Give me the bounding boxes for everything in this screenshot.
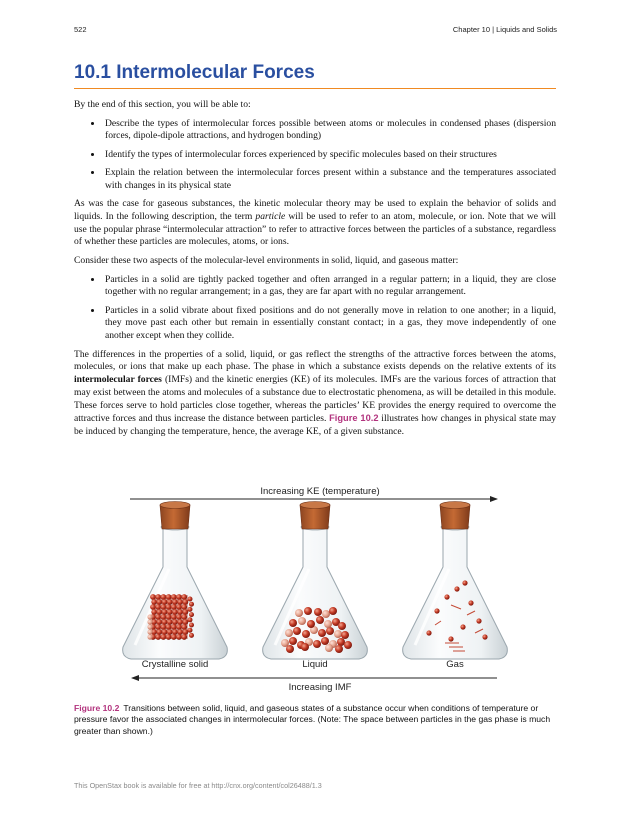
particle xyxy=(181,634,187,640)
particle xyxy=(337,638,345,646)
particle xyxy=(151,599,157,605)
particle xyxy=(293,627,301,635)
particle xyxy=(444,594,449,599)
particle xyxy=(157,619,163,625)
particle xyxy=(176,604,182,610)
particle xyxy=(167,609,173,615)
paragraph-imf xyxy=(74,349,556,439)
title-rule xyxy=(74,88,556,89)
particle xyxy=(177,629,183,635)
aspect-item: • Particles in a solid are tightly packed together and often arranged in a regular pattern; in a liquid, they are close together with no regular arrangement; in a gas, they are far apart with no regular arrangement. xyxy=(103,274,556,299)
particle xyxy=(155,604,161,610)
particle xyxy=(298,617,306,625)
particle xyxy=(326,627,334,635)
particle xyxy=(448,636,453,641)
particle xyxy=(183,629,189,635)
particle xyxy=(151,609,157,615)
particle xyxy=(188,628,193,633)
text-run: will be used to refer to an atom, molecule, or ion. Note that we will use the popular phrase “intermolecular attraction” to refer to attractive forces between the particles of a substance, regardless of whether these particles are molecules, atoms, or ions. xyxy=(74,210,557,248)
particle xyxy=(188,607,193,612)
caption-number: Figure 10.2 xyxy=(74,703,120,713)
particle xyxy=(318,629,326,637)
particle xyxy=(155,594,161,600)
particle xyxy=(189,612,194,617)
particle xyxy=(150,604,156,610)
particle xyxy=(147,614,152,619)
particle xyxy=(295,609,303,617)
chapter-header: Chapter 10 | Liquids and Solids xyxy=(452,25,557,34)
particle xyxy=(157,609,163,615)
particle xyxy=(147,619,152,624)
particle xyxy=(181,624,187,630)
particle xyxy=(314,608,322,616)
particle xyxy=(476,618,481,623)
particle xyxy=(162,619,168,625)
particle xyxy=(176,624,182,630)
particle xyxy=(307,620,315,628)
particle xyxy=(301,643,309,651)
paragraph-kinetic-theory xyxy=(74,198,556,249)
particle xyxy=(147,624,152,629)
particle xyxy=(454,586,459,591)
particle xyxy=(167,599,173,605)
particle xyxy=(335,645,343,653)
particle xyxy=(289,637,297,645)
particle xyxy=(316,616,324,624)
particle xyxy=(189,633,194,638)
particle xyxy=(188,597,193,602)
particle xyxy=(176,594,182,600)
particle xyxy=(302,630,310,638)
particle xyxy=(167,629,173,635)
particle xyxy=(172,609,178,615)
particle xyxy=(181,594,187,600)
label-gas: Gas xyxy=(446,659,464,670)
objective-item: • Describe the types of intermolecular forces possible between atoms or molecules in condensed phases (dispersion forces, dipole-dipole attractions, and hydrogen bonding) xyxy=(103,118,556,143)
particle xyxy=(171,624,177,630)
particle xyxy=(286,645,294,653)
particle xyxy=(172,619,178,625)
particle xyxy=(150,594,156,600)
particle xyxy=(322,610,330,618)
text-run: (IMFs) and the kinetic energies (KE) of its molecules. IMFs are the various forces of attraction that may exist between the atoms and molecules of a substance due to electrostatic phenomena, as will be detailed in this module. These forces serve to hold particles close together, whereas the particles’ KE provides the energy required to overcome the attractive forces and thus increase the distance between particles. xyxy=(74,374,556,425)
label-crystalline-solid: Crystalline solid xyxy=(141,659,209,670)
bottom-axis-label: Increasing IMF xyxy=(288,682,352,693)
particle xyxy=(338,622,346,630)
page-number: 522 xyxy=(74,25,87,34)
particle xyxy=(304,607,312,615)
body-text xyxy=(74,99,556,445)
particle xyxy=(155,634,161,640)
particle xyxy=(324,620,332,628)
aspect-item: • Particles in a solid vibrate about fixed positions and do not generally move in relation to one another; in a liquid, they move past each other but remain in essentially constant contact; in a gas, they move independently of one another except when they collide. xyxy=(103,305,556,343)
particle xyxy=(147,629,152,634)
particle xyxy=(155,624,161,630)
particle xyxy=(162,629,168,635)
aspects-list xyxy=(74,274,556,343)
particle xyxy=(460,624,465,629)
objective-item: • Identify the types of intermolecular forces experienced by specific molecules based on their structures xyxy=(103,149,556,162)
flask-gas xyxy=(403,502,508,660)
particle xyxy=(171,634,177,640)
particle xyxy=(161,614,167,620)
particle xyxy=(183,599,189,605)
particle xyxy=(161,624,167,630)
figure-caption xyxy=(74,703,556,737)
paragraph-aspects-intro: Consider these two aspects of the molecular-level environments in solid, liquid, and gaseous matter: xyxy=(74,255,459,267)
particle xyxy=(177,599,183,605)
figure-phases xyxy=(120,480,510,695)
particle xyxy=(171,594,177,600)
term-intermolecular-forces: intermolecular forces xyxy=(74,374,162,386)
particle xyxy=(289,619,297,627)
particle xyxy=(157,629,163,635)
particle xyxy=(426,630,431,635)
particle xyxy=(161,594,167,600)
top-axis-label: Increasing KE (temperature) xyxy=(260,486,380,497)
particle xyxy=(189,602,194,607)
particle xyxy=(188,617,193,622)
particle xyxy=(177,609,183,615)
term-particle: particle xyxy=(255,210,286,222)
text-run: illustrates how changes in physical state may be induced by changing the temperature, hence, the average KE, of a given substance. xyxy=(74,413,556,437)
particle xyxy=(181,604,187,610)
particle xyxy=(147,634,152,639)
particle xyxy=(462,580,467,585)
particle xyxy=(177,619,183,625)
particle xyxy=(167,619,173,625)
figure-reference-link[interactable]: Figure 10.2 xyxy=(329,413,379,424)
text-run: As was the case for gaseous substances, the kinetic molecular theory may be used to explain the behavior of solids and liquids. In the following description, the term xyxy=(74,198,556,222)
particle xyxy=(166,604,172,610)
particle xyxy=(161,604,167,610)
particle xyxy=(344,641,352,649)
particle xyxy=(161,634,167,640)
objectives-intro: By the end of this section, you will be able to: xyxy=(74,99,251,110)
particle xyxy=(334,630,342,638)
particle xyxy=(183,619,189,625)
particle xyxy=(329,607,337,615)
particle xyxy=(434,608,439,613)
particle xyxy=(171,604,177,610)
particle xyxy=(313,640,321,648)
particle xyxy=(171,614,177,620)
objective-item: • Explain the relation between the intermolecular forces present within a substance and the temperatures associated with changes in its physical state xyxy=(103,167,556,192)
caption-text: Transitions between solid, liquid, and gaseous states of a substance occur when conditions of temperature or pressure favor the associated changes in intermolecular forces. (Note: The space between particles in the gas phase is much greater than shown.) xyxy=(74,703,551,736)
text-run: The differences in the properties of a solid, liquid, or gas reflect the strengths of the attractive forces between the atoms, molecules, or ions that make up each phase. The phase in which a substance exists depends on the relative extents of its xyxy=(74,348,556,373)
particle xyxy=(162,599,168,605)
phase-diagram xyxy=(120,480,510,695)
particle xyxy=(341,631,349,639)
label-liquid: Liquid xyxy=(302,659,328,670)
particle xyxy=(482,634,487,639)
footer-url: This OpenStax book is available for free at http://cnx.org/content/col26488/1.3 xyxy=(74,781,322,790)
particle xyxy=(176,614,182,620)
particle xyxy=(155,614,161,620)
particle xyxy=(166,594,172,600)
particle xyxy=(189,623,194,628)
flask-solid xyxy=(123,502,228,660)
particle xyxy=(176,634,182,640)
section-title: 10.1 Intermolecular Forces xyxy=(74,62,315,83)
particle xyxy=(325,644,333,652)
solid-particles xyxy=(147,594,194,640)
particle xyxy=(166,634,172,640)
objectives-list xyxy=(74,118,556,193)
particle xyxy=(166,614,172,620)
particle xyxy=(183,609,189,615)
particle xyxy=(285,629,293,637)
particle xyxy=(321,637,329,645)
particle xyxy=(157,599,163,605)
particle xyxy=(468,600,473,605)
particle xyxy=(162,609,168,615)
particle xyxy=(172,629,178,635)
particle xyxy=(172,599,178,605)
particle xyxy=(181,614,187,620)
flask-liquid xyxy=(263,502,368,660)
particle xyxy=(166,624,172,630)
